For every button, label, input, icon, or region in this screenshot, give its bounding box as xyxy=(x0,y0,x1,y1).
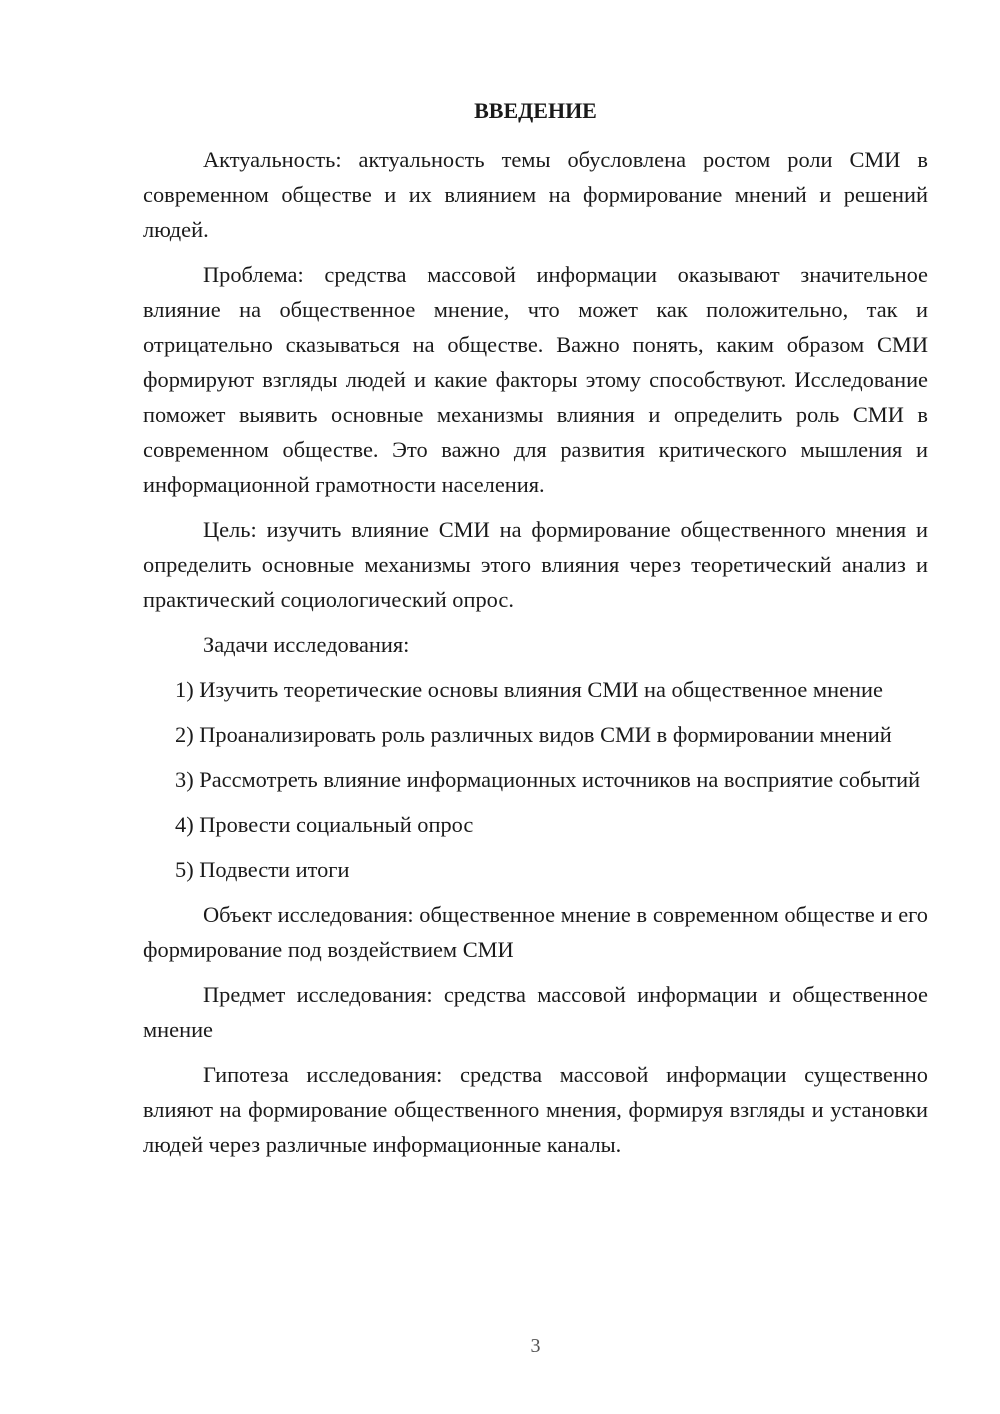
paragraph-problem: Проблема: средства массовой информации оказывают значительное влияние на общественное мнение, что может как положительно, так и отрицательно сказываться на обществе. Важно понять, каким образом СМИ формируют взгляды людей и какие факторы этому способствуют. Исследование поможет выявить основные механизмы влияния и определить роль СМИ в современном обществе. Это важно для развития критического мышления и информационной грамотности населения. xyxy=(143,262,928,497)
document-body xyxy=(143,142,928,1162)
task-item-5: 5) Подвести итоги xyxy=(175,857,350,882)
page-title: ВВЕДЕНИЕ xyxy=(474,98,597,123)
paragraph-subject: Предмет исследования: средства массовой информации и общественное мнение xyxy=(143,982,928,1042)
task-item-3: 3) Рассмотреть влияние информационных источников на восприятие событий xyxy=(175,767,921,792)
paragraph-object: Объект исследования: общественное мнение в современном обществе и его формирование под воздействием СМИ xyxy=(143,902,928,962)
task-item-2: 2) Проанализировать роль различных видов СМИ в формировании мнений xyxy=(175,722,892,747)
paragraph-goal: Цель: изучить влияние СМИ на формирование общественного мнения и определить основные механизмы этого влияния через теоретический анализ и практический социологический опрос. xyxy=(143,517,928,612)
task-item-4: 4) Провести социальный опрос xyxy=(175,812,474,837)
task-item-1: 1) Изучить теоретические основы влияния СМИ на общественное мнение xyxy=(175,677,883,702)
page-number: 3 xyxy=(530,1335,541,1357)
paragraph-hypothesis: Гипотеза исследования: средства массовой информации существенно влияют на формирование общественного мнения, формируя взгляды и установки людей через различные информационные каналы. xyxy=(143,1062,928,1157)
tasks-heading: Задачи исследования: xyxy=(203,632,410,657)
paragraph-relevance: Актуальность: актуальность темы обусловлена ростом роли СМИ в современном обществе и их влиянием на формирование мнений и решений людей. xyxy=(143,147,928,242)
